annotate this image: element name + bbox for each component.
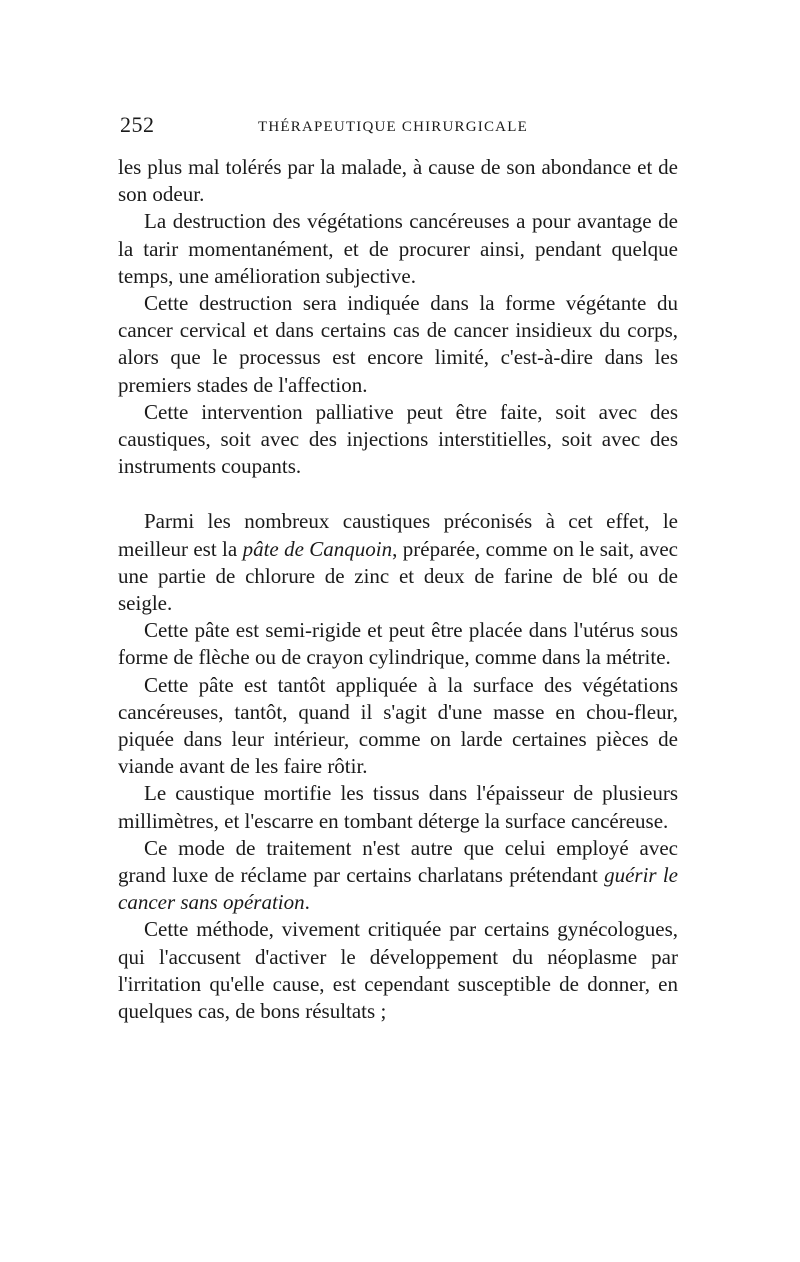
paragraph-text: . [304, 890, 310, 915]
paragraph-text: Ce mode de traitement n'est autre que celui employé avec grand luxe de réclame par certains charlatans prétendant [118, 835, 678, 888]
paragraph: Le caustique mortifie les tissus dans l'épaisseur de plusieurs millimètres, et l'escarre en tombant déterge la surface cancéreuse. [118, 781, 678, 833]
running-title: THÉRAPEUTIQUE CHIRURGICALE [258, 119, 528, 135]
paragraph: Cette intervention palliative peut être faite, soit avec des caustiques, soit avec des injections interstitielles, soit avec des instruments coupants. [118, 399, 678, 479]
paragraph [118, 835, 678, 917]
paragraph: Cette pâte est tantôt appliquée à la surface des végétations cancéreuses, tantôt, quand il s'agit d'une masse en chou-fleur, piquée dans leur intérieur, comme on larde certaines pièces de viande avant de les faire rôtir. [118, 672, 678, 779]
paragraph-text: Parmi les nombreux caustiques préconisés à cet effet, le meilleur est la [118, 509, 678, 561]
book-page [118, 112, 678, 1025]
paragraph: Cette méthode, vivement critiquée par certains gynécologues, qui l'accusent d'activer le développement du néoplasme par l'irritation qu'elle cause, est cependant susceptible de donner, en quelques cas, de bons résultats ; [118, 917, 678, 1024]
paragraph-text: , préparée, comme on le sait, avec une partie de chlorure de zinc et deux de farine de blé ou de seigle. [118, 536, 678, 616]
running-head [118, 112, 678, 142]
paragraph: La destruction des végétations cancéreuses a pour avantage de la tarir momentanément, et de procurer ainsi, pendant quelque temps, une amélioration subjective. [118, 209, 678, 288]
page-number: 252 [120, 112, 155, 137]
paragraph: Cette destruction sera indiquée dans la forme végétante du cancer cervical et dans certains cas de cancer insidieux du corps, alors que le processus est encore limité, c'est-à-dire dans les premiers stades de l'affection. [118, 291, 678, 397]
italic-term: pâte de Canquoin [242, 536, 393, 561]
paragraph: les plus mal tolérés par la malade, à cause de son abondance et de son odeur. [118, 155, 678, 207]
paragraph: Cette pâte est semi-rigide et peut être placée dans l'utérus sous forme de flèche ou de crayon cylindrique, comme dans la métrite. [118, 618, 678, 670]
body-text [118, 154, 678, 1025]
paragraph [118, 508, 678, 617]
italic-phrase: guérir le cancer sans opération [118, 863, 678, 915]
